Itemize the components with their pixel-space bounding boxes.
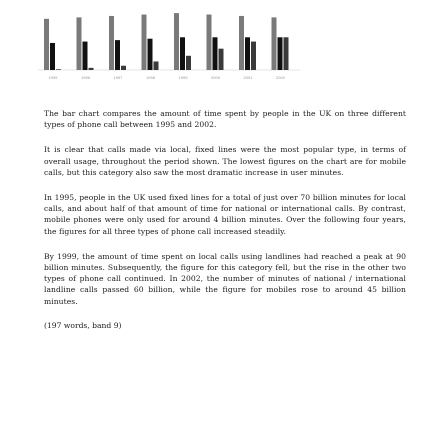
tick-label-2002: 2002	[276, 75, 285, 80]
bar-1998-series-0	[142, 15, 147, 70]
paragraph-1999-2002: By 1999, the amount of time spent on local calls using landlines had reached a peak at 90 billion minutes. Subsequently, the figure for this category fell, but the rise in the other two types of phone call continued. In 2002, the number of minutes of national / international landline calls passed 60 billion, while the figure for mobiles rose to around 45 billion minutes.	[44, 251, 406, 306]
essay-text	[44, 108, 406, 330]
paragraph-overview: It is clear that calls made via local, fixed lines were the most popular type, in terms of overall usage, throughout the period shown. The lowest figures on the chart are for mobile calls, but this category also saw the most dramatic increase in user minutes.	[44, 145, 406, 177]
tick-label-1998: 1998	[146, 75, 155, 80]
paragraph-intro: The bar chart compares the amount of time spent by people in the UK on three different types of phone call between 1995 and 2002.	[44, 109, 406, 130]
bar-2000-series-0	[207, 15, 212, 70]
bar-2002-series-2	[284, 37, 289, 70]
bar-2001-series-2	[251, 42, 256, 70]
tick-label-1997: 1997	[113, 75, 123, 80]
bar-1995-series-0	[44, 19, 49, 70]
bar-1998-series-2	[154, 61, 159, 70]
tick-label-1995: 1995	[48, 75, 58, 80]
tick-label-2000: 2000	[211, 75, 220, 80]
bar-chart	[0, 0, 440, 100]
bar-1995-series-1	[50, 43, 55, 70]
bar-2001-series-0	[239, 16, 244, 70]
bar-1999-series-1	[180, 37, 185, 70]
bar-2001-series-1	[245, 37, 250, 70]
tick-label-2001: 2001	[243, 75, 253, 80]
bar-1996-series-0	[77, 17, 82, 70]
bar-2000-series-2	[219, 49, 224, 70]
bar-1996-series-2	[89, 68, 94, 70]
bar-1997-series-2	[121, 66, 126, 70]
bar-1998-series-1	[148, 39, 153, 70]
tick-label-1996: 1996	[81, 75, 90, 80]
bar-1997-series-1	[115, 40, 120, 70]
bar-1999-series-2	[186, 56, 191, 70]
word-count-band: (197 words, band 9)	[44, 320, 122, 330]
bar-2002-series-1	[278, 37, 283, 70]
chart-crop	[0, 0, 440, 100]
bar-2002-series-0	[272, 17, 277, 70]
bar-1999-series-0	[174, 13, 179, 70]
bar-1997-series-0	[109, 16, 114, 70]
paragraph-1995: In 1995, people in the UK used fixed lines for a total of just over 70 billion minutes for local calls, and about half of that amount of time for national or international calls. By contrast, mobile phones were only used for around 4 billion minutes. Over the following four years, the figures for all three types of phone call increased steadily.	[44, 193, 406, 236]
bar-1996-series-1	[83, 42, 88, 70]
bar-2000-series-1	[213, 37, 218, 70]
bar-1995-series-2	[56, 69, 61, 70]
tick-label-1999: 1999	[178, 75, 188, 80]
